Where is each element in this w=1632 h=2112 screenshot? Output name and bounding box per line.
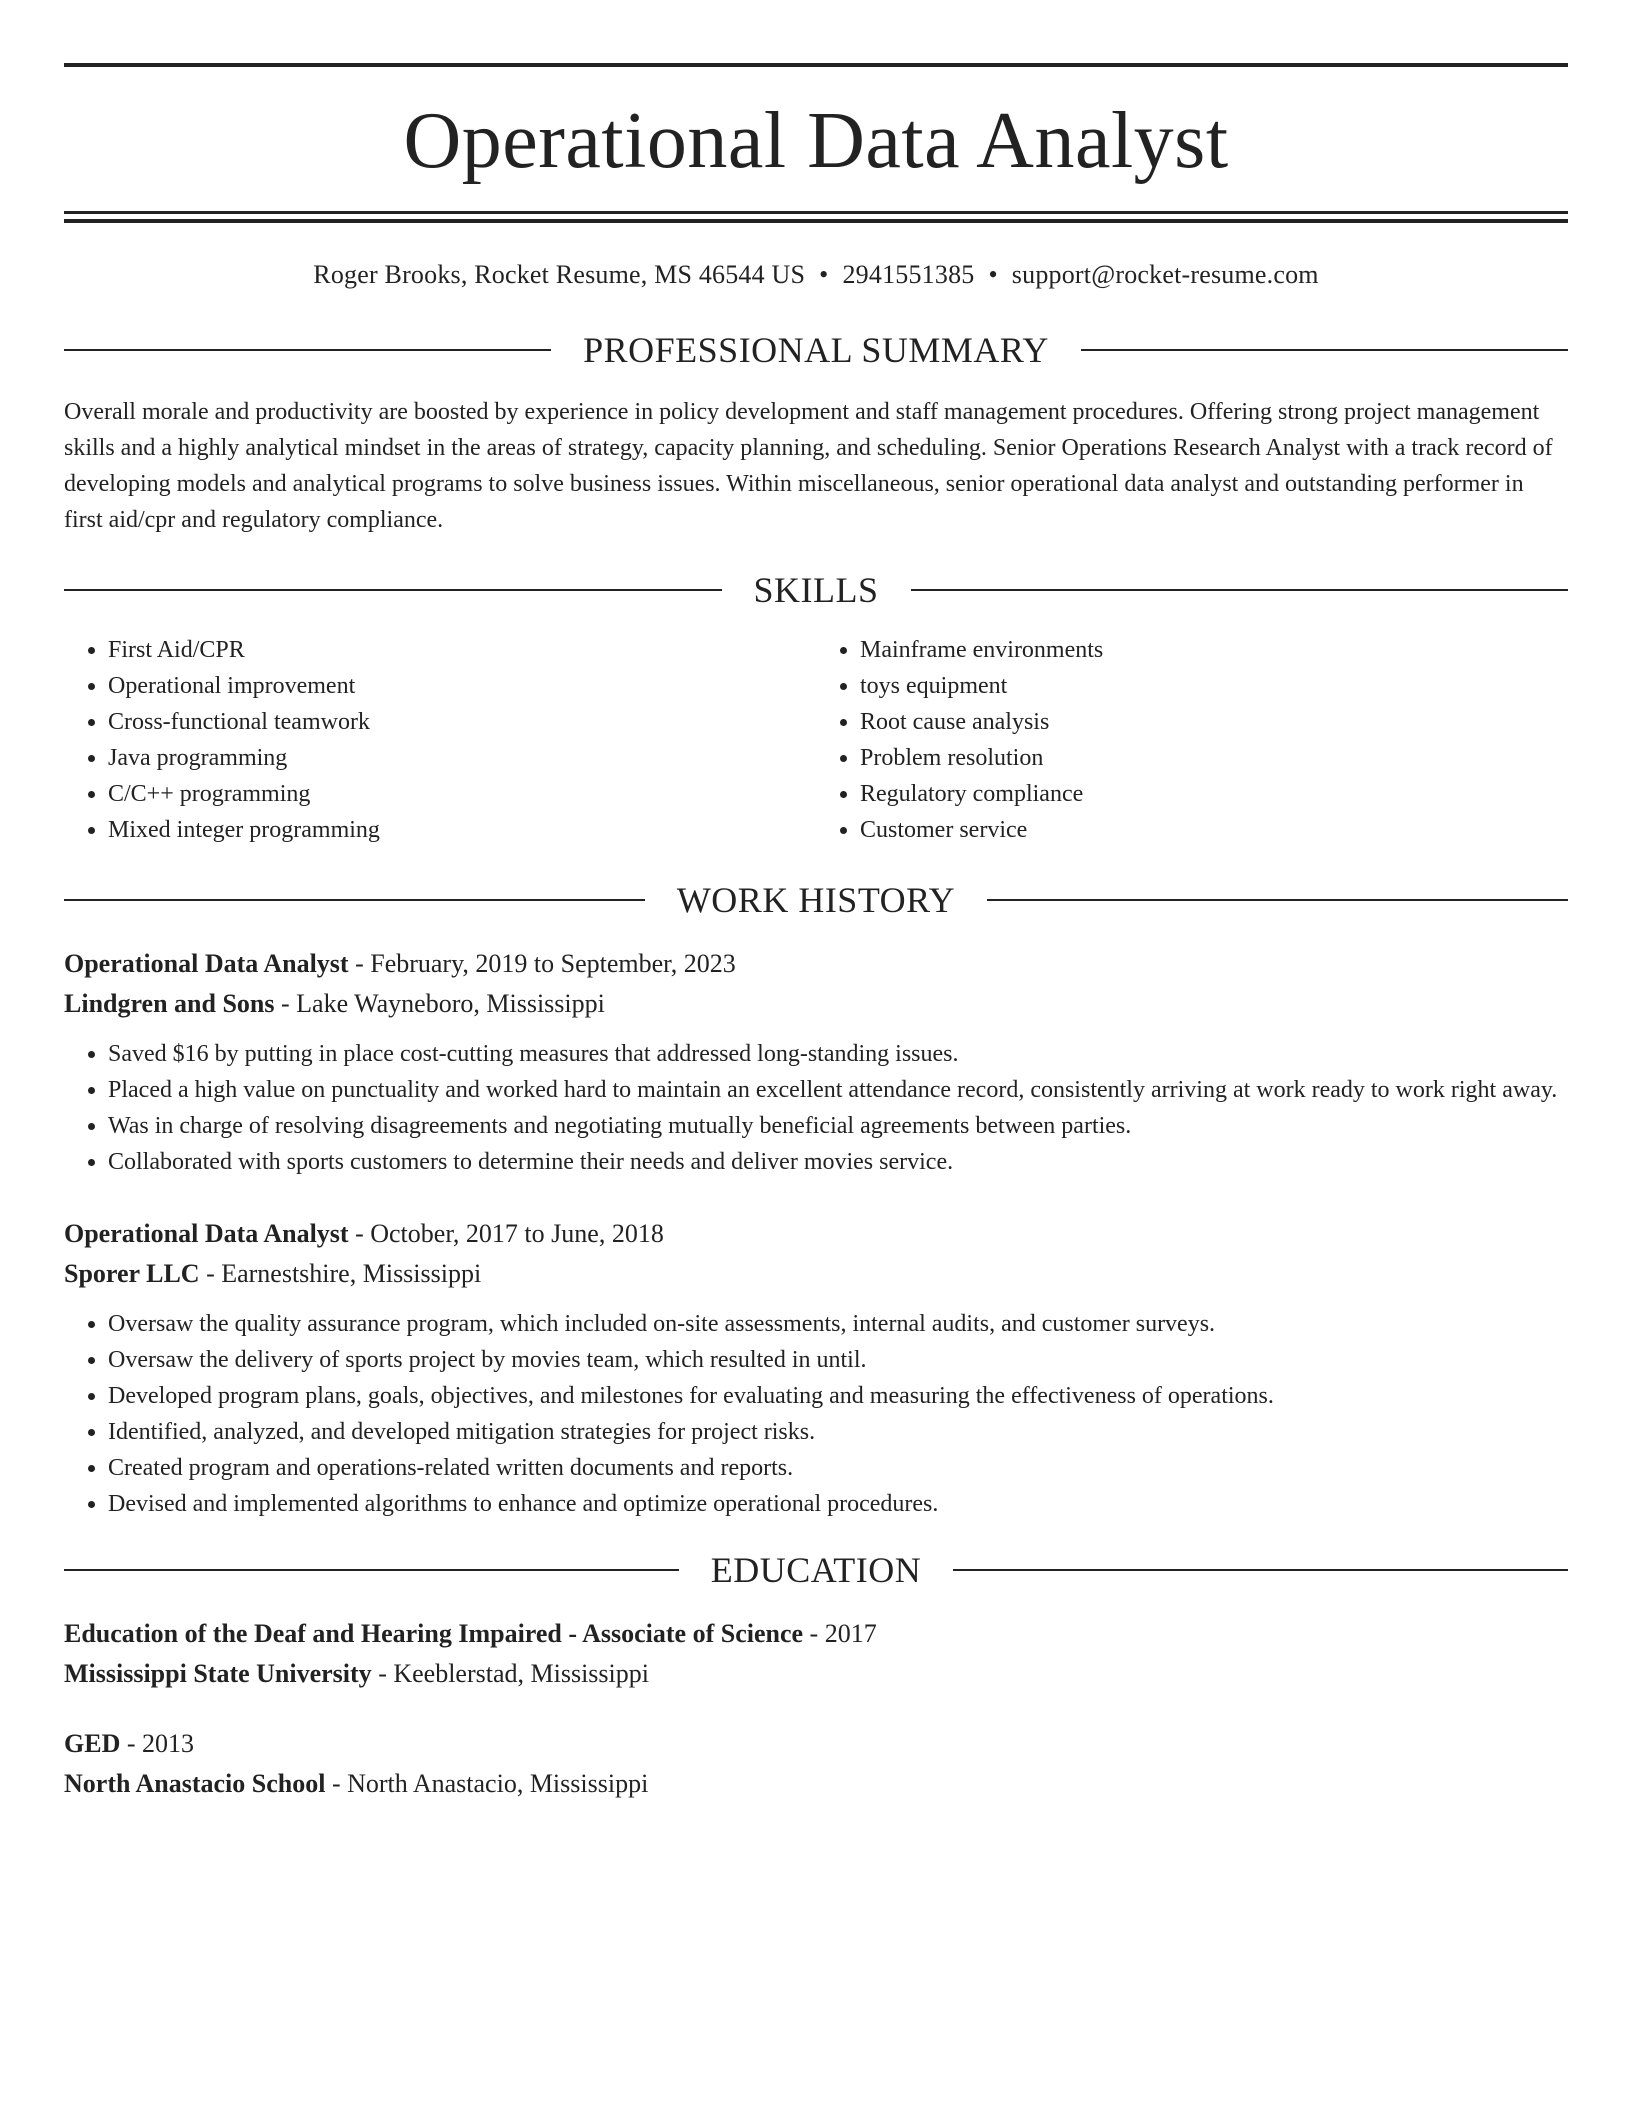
job-location: - Earnestshire, Mississippi	[199, 1259, 482, 1289]
education-year: - 2013	[120, 1729, 195, 1759]
job-employer-line	[64, 984, 1568, 1024]
skill-item: • Operational improvement	[108, 668, 816, 704]
job-employer: Lindgren and Sons	[64, 989, 275, 1019]
education-school-line	[64, 1764, 1568, 1804]
heading-rule-left	[64, 1569, 679, 1571]
contact-line	[64, 259, 1568, 290]
education-school-line	[64, 1654, 1568, 1694]
skill-item: • Cross-functional teamwork	[108, 704, 816, 740]
education-year: - 2017	[803, 1619, 877, 1649]
section-title: WORK HISTORY	[676, 880, 956, 921]
job-bullet: • Developed program plans, goals, objectives, and milestones for evaluating and measuring the effectiveness of operations.	[108, 1378, 1568, 1414]
skill-item: • Root cause analysis	[860, 704, 1568, 740]
job-bullet: • Was in charge of resolving disagreements and negotiating mutually beneficial agreements between parties.	[108, 1108, 1568, 1144]
skill-item: • Mixed integer programming	[108, 812, 816, 848]
contact-address: Roger Brooks, Rocket Resume, MS 46544 US	[313, 260, 806, 289]
job-bullet: • Saved $16 by putting in place cost-cutting measures that addressed long-standing issues.	[108, 1036, 1568, 1072]
contact-separator: •	[988, 260, 998, 289]
job-title: Operational Data Analyst	[64, 949, 349, 979]
heading-rule-right	[987, 899, 1568, 901]
section-title: EDUCATION	[710, 1550, 922, 1591]
heading-rule-right	[911, 589, 1569, 591]
skill-item: • Mainframe environments	[860, 632, 1568, 668]
contact-phone: 2941551385	[842, 260, 975, 289]
education-school: North Anastacio School	[64, 1769, 326, 1799]
summary-text: Overall morale and productivity are boosted by experience in policy development and staff management procedures. Offering strong project management skills and a highly analytical mindset in the areas of strategy, capacity planning, and scheduling. Senior Operations Research Analyst with a track record of developing models and analytical programs to solve business issues. Within miscellaneous, senior operational data analyst and outstanding performer in first aid/cpr and regulatory compliance.	[64, 399, 1553, 534]
job-employer: Sporer LLC	[64, 1259, 200, 1289]
education-school: Mississippi State University	[64, 1659, 372, 1689]
skill-item: • Problem resolution	[860, 740, 1568, 776]
heading-rule-left	[64, 349, 551, 351]
skills-column-right	[816, 632, 1568, 848]
top-rule	[64, 63, 1568, 67]
job-dates: - February, 2019 to September, 2023	[348, 949, 736, 979]
job-bullet: • Collaborated with sports customers to determine their needs and deliver movies service.	[108, 1144, 1568, 1180]
job-title: Operational Data Analyst	[64, 1219, 349, 1249]
heading-rule-right	[953, 1569, 1568, 1571]
skill-item: • Java programming	[108, 740, 816, 776]
contact-email: support@rocket-resume.com	[1011, 260, 1319, 289]
education-location: - Keeblerstad, Mississippi	[371, 1659, 649, 1689]
education-location: - North Anastacio, Mississippi	[325, 1769, 649, 1799]
job-bullet: • Placed a high value on punctuality and worked hard to maintain an excellent attendance record, consistently arriving at work ready to work right away.	[108, 1072, 1568, 1108]
skills-column-left	[64, 632, 816, 848]
education-degree-line	[64, 1614, 1568, 1654]
education-entry	[64, 1724, 1568, 1804]
skill-item: • C/C++ programming	[108, 776, 816, 812]
skill-item: • First Aid/CPR	[108, 632, 816, 668]
job-bullet: • Created program and operations-related written documents and reports.	[108, 1450, 1568, 1486]
section-heading-summary	[64, 330, 1568, 371]
job-bullet: • Oversaw the quality assurance program, which included on-site assessments, internal audits, and customer surveys.	[108, 1306, 1568, 1342]
job-employer-line	[64, 1254, 1568, 1294]
education-degree: Education of the Deaf and Hearing Impaired - Associate of Science	[64, 1619, 804, 1649]
education-degree: GED	[64, 1729, 121, 1759]
section-heading-work	[64, 880, 1568, 921]
job-entry	[64, 1214, 1568, 1522]
skill-item: • Regulatory compliance	[860, 776, 1568, 812]
title-double-rule	[64, 211, 1568, 223]
job-bullets	[64, 1036, 1568, 1180]
page-title: Operational Data Analyst	[403, 97, 1229, 185]
job-entry	[64, 944, 1568, 1180]
job-title-line	[64, 944, 1568, 984]
job-location: - Lake Wayneboro, Mississippi	[274, 989, 605, 1019]
job-bullet: • Identified, analyzed, and developed mitigation strategies for project risks.	[108, 1414, 1568, 1450]
job-bullet: • Devised and implemented algorithms to enhance and optimize operational procedures.	[108, 1486, 1568, 1522]
job-bullets	[64, 1306, 1568, 1522]
section-title: SKILLS	[753, 570, 879, 611]
section-heading-skills	[64, 570, 1568, 611]
skill-item: • Customer service	[860, 812, 1568, 848]
section-heading-education	[64, 1550, 1568, 1591]
job-bullet: • Oversaw the delivery of sports project by movies team, which resulted in until.	[108, 1342, 1568, 1378]
skill-item: • toys equipment	[860, 668, 1568, 704]
heading-rule-left	[64, 899, 645, 901]
heading-rule-left	[64, 589, 722, 591]
heading-rule-right	[1081, 349, 1568, 351]
skills-list	[64, 632, 1568, 848]
education-entry	[64, 1614, 1568, 1694]
job-title-line	[64, 1214, 1568, 1254]
section-title: PROFESSIONAL SUMMARY	[583, 330, 1049, 371]
education-degree-line	[64, 1724, 1568, 1764]
job-dates: - October, 2017 to June, 2018	[348, 1219, 664, 1249]
contact-separator: •	[819, 260, 829, 289]
